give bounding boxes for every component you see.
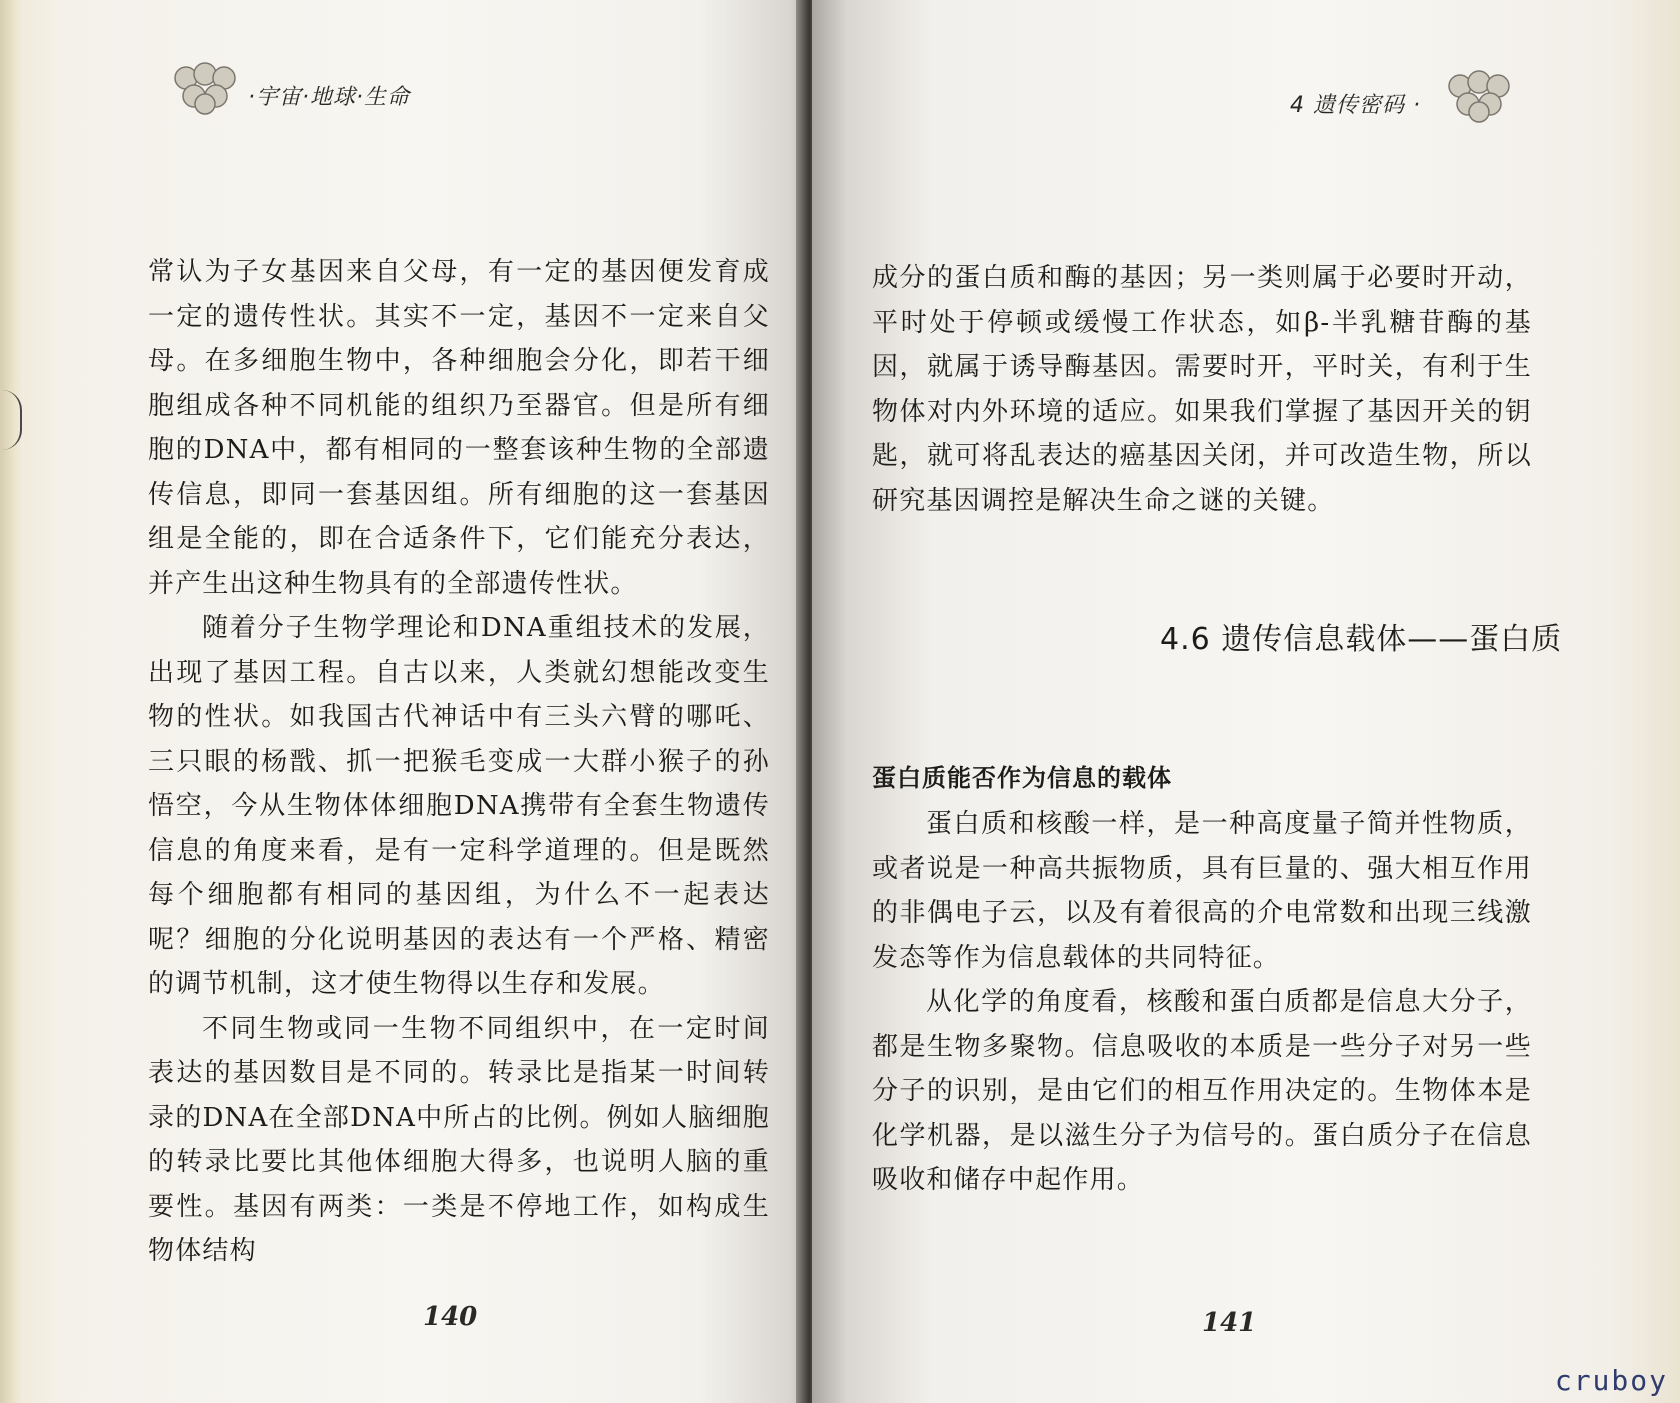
page-number: 141	[1202, 1308, 1257, 1338]
right-body-text-top	[872, 256, 1532, 523]
paragraph: 蛋白质和核酸一样，是一种高度量子简并性物质，或者说是一种高共振物质，具有巨量的、强大相互作用的非偶电子云，以及有着很高的介电常数和出现三线激发态等作为信息载体的共同特征。	[872, 809, 1532, 973]
paragraph: 常认为子女基因来自父母，有一定的基因便发育成一定的遗传性状。其实不一定，基因不一定来自父母。在多细胞生物中，各种细胞会分化，即若干细胞组成各种不同机能的组织乃至器官。但是所有细胞的DNA中，都有相同的一整套该种生物的全部遗传信息，即同一套基因组。所有细胞的这一套基因组是全能的，即在合适条件下，它们能充分表达，并产生出这种生物具有的全部遗传性状。	[148, 257, 770, 599]
right-page	[812, 0, 1680, 1403]
page-edge	[0, 0, 24, 1403]
paragraph: 从化学的角度看，核酸和蛋白质都是信息大分子，都是生物多聚物。信息吸收的本质是一些分子对另一些分子的识别，是由它们的相互作用决定的。生物体本是化学机器，是以滋生分子为信号的。蛋白质分子在信息吸收和储存中起作用。	[872, 987, 1532, 1195]
section-heading: 4.6 遗传信息载体——蛋白质	[1160, 622, 1563, 657]
sub-heading: 蛋白质能否作为信息的载体	[872, 764, 1172, 792]
molecule-cluster-icon	[1446, 70, 1512, 124]
paragraph: 不同生物或同一生物不同组织中，在一定时间表达的基因数目是不同的。转录比是指某一时间转录的DNA在全部DNA中所占的比例。例如人脑细胞的转录比要比其他体细胞大得多，也说明人脑的重要性。基因有两类：一类是不停地工作，如构成生物体结构	[148, 1013, 770, 1266]
left-body-text	[148, 250, 770, 1274]
paragraph: 成分的蛋白质和酶的基因；另一类则属于必要时开动，平时处于停顿或缓慢工作状态，如β-半乳糖苷酶的基因，就属于诱导酶基因。需要时开，平时关，有利于生物体对内外环境的适应。如果我们掌握了基因开关的钥匙，就可将乱表达的癌基因关闭，并可改造生物，所以研究基因调控是解决生命之谜的关键。	[872, 263, 1532, 516]
page-number: 140	[423, 1302, 478, 1332]
molecule-cluster-icon	[172, 62, 238, 116]
right-body-text-bottom	[872, 802, 1532, 1203]
running-header: 4 遗传密码 ·	[1290, 93, 1421, 118]
left-page	[0, 0, 806, 1403]
paragraph: 随着分子生物学理论和DNA重组技术的发展，出现了基因工程。自古以来，人类就幻想能改变生物的性状。如我国古代神话中有三头六臂的哪吒、三只眼的杨戬、抓一把猴毛变成一大群小猴子的孙悟空，今从生物体体细胞DNA携带有全套生物遗传信息的角度来看，是有一定科学道理的。但是既然每个细胞都有相同的基因组，为什么不一起表达呢？细胞的分化说明基因的表达有一个严格、精密的调节机制，这才使生物得以生存和发展。	[148, 613, 770, 999]
watermark: cruboy	[1554, 1364, 1668, 1397]
running-header: ·宇宙·地球·生命	[248, 85, 410, 110]
